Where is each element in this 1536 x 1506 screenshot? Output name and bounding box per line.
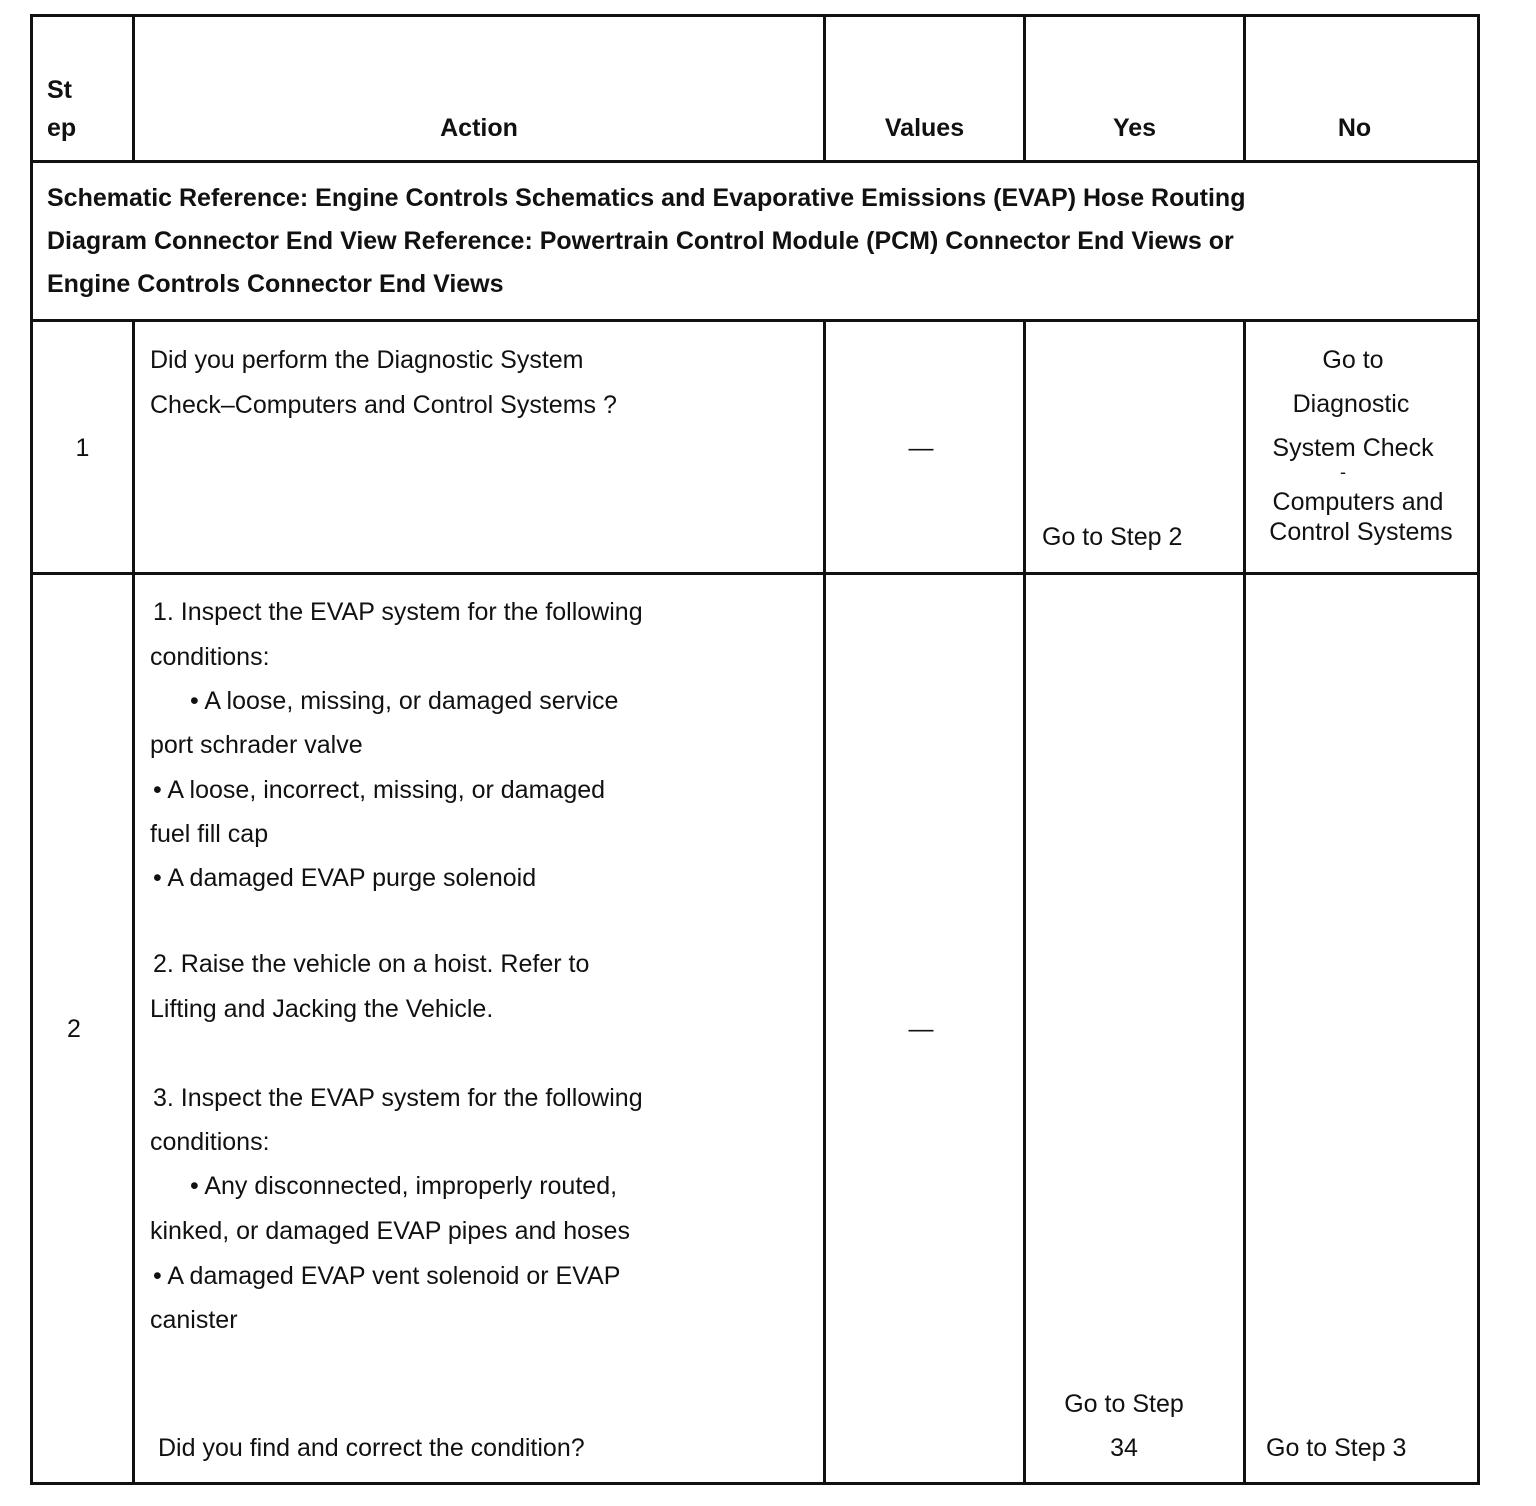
action-line: fuel fill cap [150,820,269,848]
action-line: kinked, or damaged EVAP pipes and hoses [150,1217,630,1245]
action-line: canister [150,1306,238,1334]
action-line: Lifting and Jacking the Vehicle. [150,995,494,1023]
no-line: - [1340,462,1346,482]
reference-line-3: Engine Controls Connector End Views [47,270,504,298]
step-number: 2 [67,1015,81,1043]
action-line: 3. Inspect the EVAP system for the following [153,1084,643,1112]
action-line: • Any disconnected, improperly routed, [190,1172,618,1200]
header-row-divider [30,160,1480,163]
table-border-right [1477,14,1480,1485]
yes-line: Go to Step [1064,1390,1184,1418]
action-line: conditions: [150,1128,270,1156]
header-values: Values [884,114,965,142]
action-line: Check–Computers and Control Systems ? [150,391,617,419]
reference-line-2: Diagram Connector End View Reference: Powertrain Control Module (PCM) Connector End Views or [47,227,1234,255]
no-line: Diagnostic [1292,390,1410,418]
action-line: port schrader valve [150,731,363,759]
row-1-divider [30,572,1480,575]
action-line: • A loose, missing, or damaged service [190,687,619,715]
no-line: System Check [1272,434,1434,462]
value-cell: — [908,434,934,462]
action-line: 1. Inspect the EVAP system for the following [153,598,643,626]
column-divider-values-body [1023,320,1026,1485]
reference-row-divider [30,319,1480,322]
action-line: • A damaged EVAP purge solenoid [153,864,537,892]
value-cell: — [908,1015,934,1043]
column-divider-action-body [823,320,826,1485]
reference-line-1: Schematic Reference: Engine Controls Schematics and Evaporative Emissions (EVAP) Hose Routing [47,184,1246,212]
header-step-line1: St [47,76,72,104]
action-line: 2. Raise the vehicle on a hoist. Refer to [153,950,590,978]
no-line: Go to [1322,346,1384,374]
action-line: • A damaged EVAP vent solenoid or EVAP [153,1262,621,1290]
no-line: Computers and [1272,488,1444,516]
yes-line: 34 [1110,1434,1138,1462]
step-number: 1 [75,434,90,462]
header-action: Action [440,114,518,142]
no-line: Control Systems [1269,518,1453,546]
table-border-top [30,14,1480,17]
action-line: • A loose, incorrect, missing, or damaged [153,776,606,804]
column-divider-step-body [132,320,135,1485]
action-question: Did you find and correct the condition? [158,1434,585,1462]
header-step-line2: ep [47,114,77,142]
header-no: No [1337,114,1372,142]
table-border-bottom [30,1482,1480,1485]
action-line: Did you perform the Diagnostic System [150,346,584,374]
yes-go-to-step-2-link[interactable]: Go to Step 2 [1042,523,1183,551]
no-go-to-step-3-link[interactable]: Go to Step 3 [1266,1434,1407,1462]
header-yes: Yes [1112,114,1157,142]
action-line: conditions: [150,643,270,671]
table-border-left [30,14,33,1485]
